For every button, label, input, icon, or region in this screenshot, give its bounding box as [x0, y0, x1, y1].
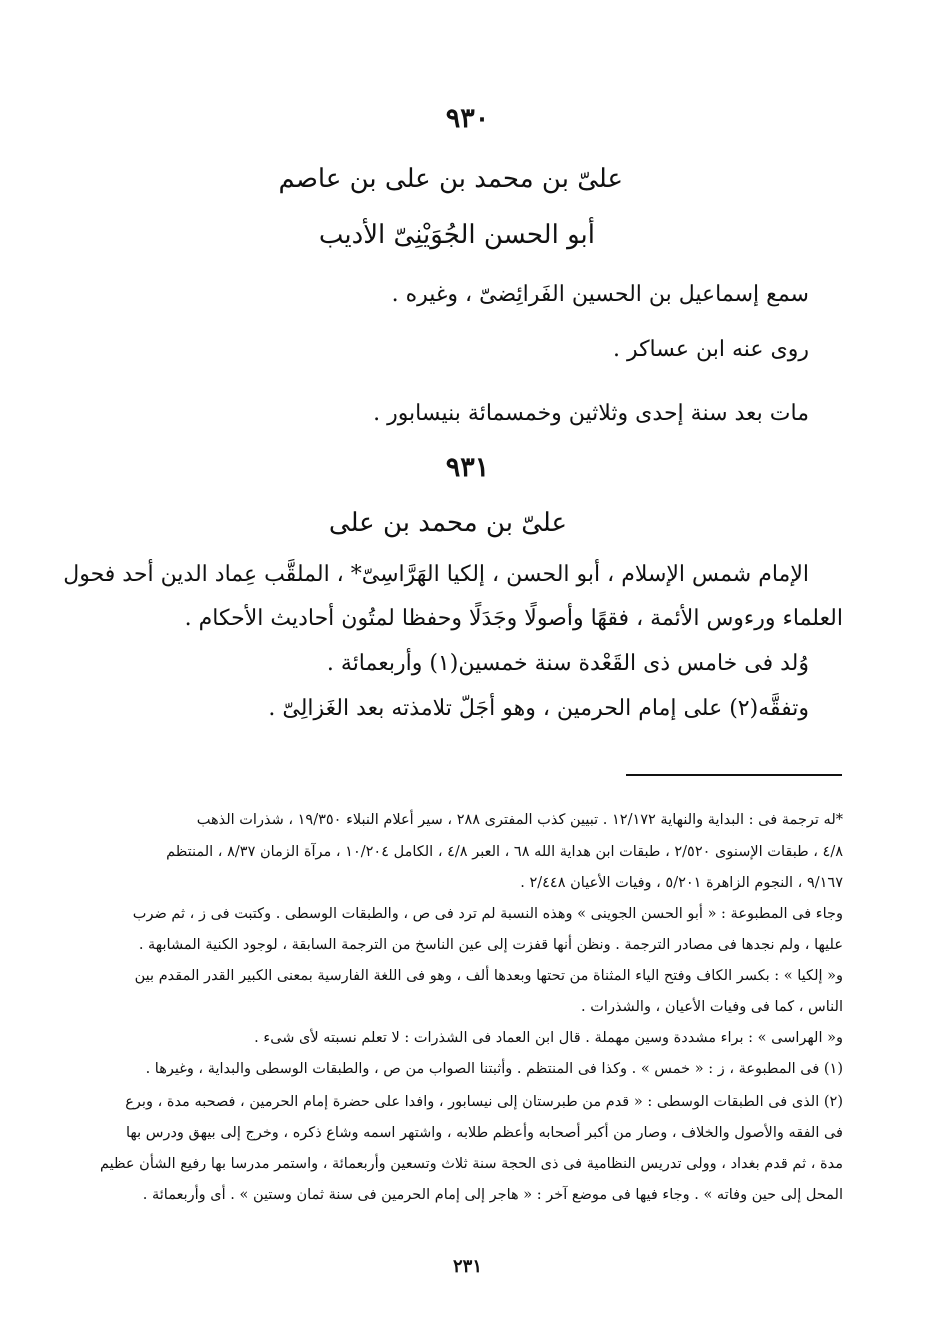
footnote-line: فى الفقه والأصول والخلاف ، وصار من أكبر أصحابه وأعظم طلابه ، واشتهر اسمه وشاع ذكره ، وخرج إلى بيهق ودرس بها	[126, 1125, 843, 1141]
footnote-line: وجاء فى المطبوعة : « أبو الحسن الجوينى » وهذه النسبة لم ترد فى ص ، والطبقات الوسطى . وكتبت فى ز ، ثم ضرب	[132, 906, 843, 922]
text-line: الإمام شمس الإسلام ، أبو الحسن ، إلكيا الهَرَّاسِىّ* ، الملقَّب عِماد الدين أحد فحول	[63, 562, 809, 587]
footnote-line: و« الهراسى » : براء مشددة وسين مهملة . قال ابن العماد فى الشذرات : لا تعلم نسبته لأى شىء .	[254, 1030, 843, 1046]
text-line: سمع إسماعيل بن الحسين الفَرائِضىّ ، وغيره .	[391, 282, 809, 307]
footnote-line: ٤/٨ ، طبقات الإسنوى ٢/٥٢٠ ، طبقات ابن هداية الله ٦٨ ، العبر ٤/٨ ، الكامل ١٠/٢٠٤ ، مرآة الزمان ٨/٣٧ ، المنتظم	[166, 844, 843, 860]
text-line: العلماء ورءوس الأئمة ، فقهًا وأصولًا وجَدَلًا وحفظا لمتُون أحاديث الأحكام .	[184, 606, 843, 631]
entry-number: ٩٣٠	[445, 103, 490, 134]
footnote-line: عليها ، ولم نجدها فى مصادر الترجمة . ونظن أنها قفزت إلى عين الناسخ من الترجمة السابقة ، لوجود الكنية المشابهة .	[138, 937, 843, 953]
text-line: وُلد فى خامس ذى القَعْدة سنة خمسين(١) وأربعمائة .	[326, 651, 809, 676]
footnote-line: (١) فى المطبوعة ، ز : « خمس » . وكذا فى المنتظم . وأثبتنا الصواب من ص ، والطبقات الوسطى والبداية ، وغيرها .	[145, 1061, 843, 1077]
footnote-line: و« إلكيا » : بكسر الكاف وفتح الياء المثناة من تحتها وبعدها ألف ، وهو فى اللغة الفارسية بمعنى الكبير القدر المقدم بين	[134, 968, 843, 984]
footnote-line: مدة ، ثم قدم بغداد ، وولى تدريس النظامية فى ذى الحجة سنة ثلاث وتسعين وأربعمائة ، واستمر مدرسا بها رفيع الشأن عظيم	[99, 1156, 843, 1172]
text-line: مات بعد سنة إحدى وثلاثين وخمسمائة بنيسابور .	[373, 401, 809, 426]
footnote-line: *له ترجمة فى : البداية والنهاية ١٢/١٧٢ . تبيين كذب المفترى ٢٨٨ ، سير أعلام النبلاء ١٩/٣٥٠ ، شذرات الذهب	[196, 812, 843, 828]
entry-number: ٩٣١	[445, 452, 490, 483]
text-line: وتفقَّه(٢) على إمام الحرمين ، وهو أجَلّ تلامذته بعد الغَزالِىّ .	[268, 696, 809, 721]
page-number: ٢٣١	[452, 1256, 482, 1277]
entry-name: علىّ بن محمد بن على بن عاصم	[278, 164, 623, 194]
footnote-line: الناس ، كما فى وفيات الأعيان ، والشذرات .	[581, 999, 843, 1015]
footnote-line: المحل إلى حين وفاته » . وجاء فيها فى موضع آخر : « هاجر إلى إمام الحرمين فى سنة ثمان وستين » . أى وأربعمائة .	[142, 1187, 843, 1203]
entry-name: علىّ بن محمد بن على	[328, 508, 567, 538]
entry-kunya: أبو الحسن الجُوَيْنِىّ الأديب	[318, 220, 595, 250]
text-line: روى عنه ابن عساكر .	[612, 337, 809, 362]
footnote-line: (٢) الذى فى الطبقات الوسطى : « قدم من طبرستان إلى نيسابور ، وافدا على حضرة إمام الحرمين ، فصحبه مدة ، وبرع	[125, 1094, 843, 1110]
footnote-separator	[626, 774, 842, 776]
footnote-line: ٩/١٦٧ ، النجوم الزاهرة ٥/٢٠١ ، وفيات الأعيان ٢/٤٤٨ .	[520, 875, 843, 891]
